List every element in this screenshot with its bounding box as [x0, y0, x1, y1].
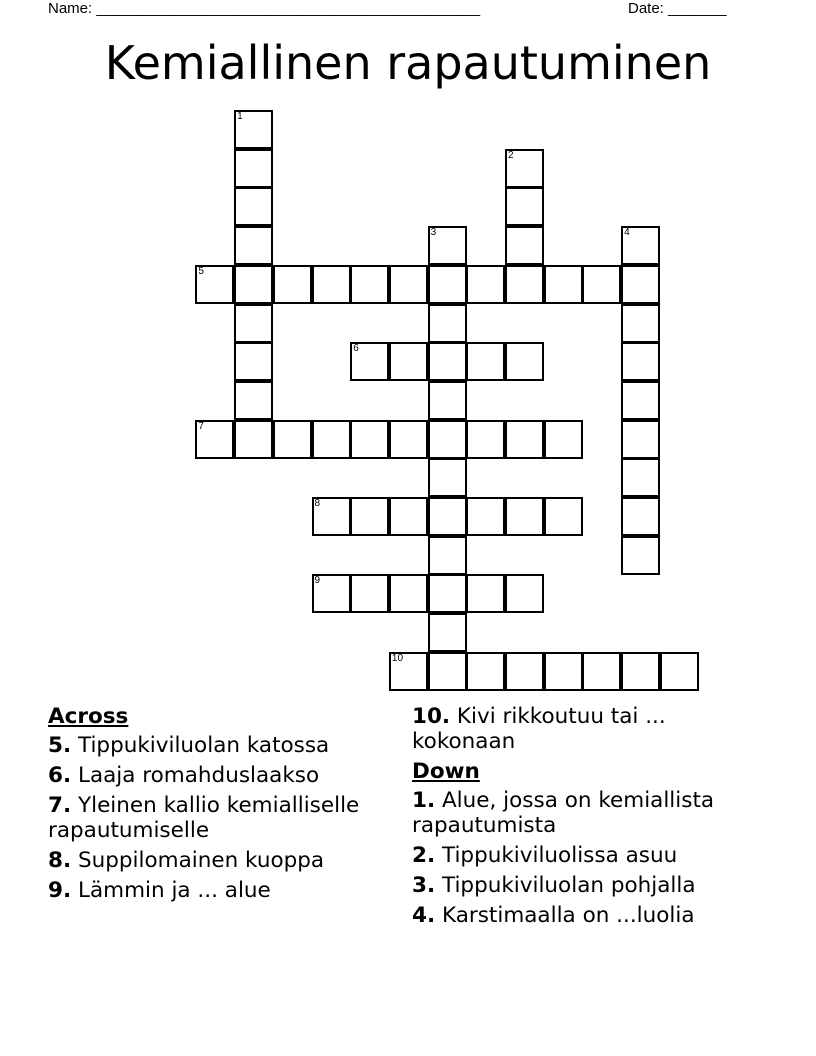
across-clue-7 — [48, 793, 398, 843]
across-heading: Across — [48, 704, 129, 729]
crossword-cell[interactable] — [428, 420, 467, 459]
crossword-cell[interactable] — [234, 149, 273, 188]
crossword-cell[interactable] — [505, 226, 544, 265]
crossword-cell[interactable] — [621, 458, 660, 497]
crossword-cell[interactable] — [312, 497, 351, 536]
crossword-cell[interactable] — [195, 420, 234, 459]
crossword-cell[interactable] — [466, 342, 505, 381]
crossword-cell[interactable] — [312, 420, 351, 459]
down-clue-2 — [412, 843, 772, 868]
crossword-cell[interactable] — [389, 574, 428, 613]
crossword-cell[interactable] — [621, 304, 660, 343]
crossword-cell[interactable] — [428, 342, 467, 381]
crossword-cell[interactable] — [428, 226, 467, 265]
clue-number: 3. — [412, 873, 436, 898]
clue-text: Kivi rikkoutuu tai ... kokonaan — [412, 704, 666, 754]
crossword-cell[interactable] — [466, 574, 505, 613]
clue-number-label: 4 — [624, 227, 630, 239]
name-field-label: Name: ______________________________________________ — [48, 0, 481, 17]
crossword-cell[interactable] — [621, 536, 660, 575]
crossword-cell[interactable] — [544, 497, 583, 536]
crossword-cell[interactable] — [582, 265, 621, 304]
crossword-cell[interactable] — [428, 652, 467, 691]
crossword-cell[interactable] — [428, 613, 467, 652]
across-clue-8 — [48, 848, 398, 873]
down-heading: Down — [412, 759, 480, 784]
crossword-cell[interactable] — [389, 497, 428, 536]
clue-number-label: 10 — [391, 652, 404, 664]
crossword-cell[interactable] — [234, 304, 273, 343]
date-field-label: Date: _______ — [628, 0, 727, 17]
crossword-cell[interactable] — [466, 497, 505, 536]
down-clue-3 — [412, 873, 772, 898]
crossword-cell[interactable] — [428, 458, 467, 497]
crossword-cell[interactable] — [621, 497, 660, 536]
down-clue-4 — [412, 903, 772, 928]
crossword-cell[interactable] — [505, 149, 544, 188]
crossword-cell[interactable] — [544, 265, 583, 304]
clue-number: 9. — [48, 878, 72, 903]
crossword-cell[interactable] — [466, 420, 505, 459]
crossword-cell[interactable] — [428, 304, 467, 343]
crossword-cell[interactable] — [621, 420, 660, 459]
clue-number: 7. — [48, 793, 72, 818]
crossword-cell[interactable] — [660, 652, 699, 691]
crossword-cell[interactable] — [505, 574, 544, 613]
crossword-cell[interactable] — [582, 652, 621, 691]
clue-number: 8. — [48, 848, 72, 873]
across-clue-9 — [48, 878, 398, 903]
crossword-cell[interactable] — [234, 342, 273, 381]
crossword-cell[interactable] — [621, 342, 660, 381]
clues-right-column — [412, 704, 772, 933]
crossword-cell[interactable] — [350, 497, 389, 536]
clue-number-label: 8 — [314, 498, 321, 509]
crossword-cell[interactable] — [505, 420, 544, 459]
crossword-cell[interactable] — [389, 265, 428, 304]
clue-number-label: 3 — [430, 227, 437, 239]
crossword-cell[interactable] — [428, 574, 467, 613]
crossword-cell[interactable] — [350, 342, 389, 381]
crossword-cell[interactable] — [234, 381, 273, 420]
crossword-cell[interactable] — [505, 652, 544, 691]
crossword-cell[interactable] — [389, 652, 428, 691]
clue-text: Suppilomainen kuoppa — [71, 848, 325, 873]
crossword-cell[interactable] — [466, 265, 505, 304]
crossword-cell[interactable] — [505, 497, 544, 536]
clue-number: 10. — [412, 704, 451, 729]
clue-number-label: 6 — [353, 343, 359, 355]
crossword-cell[interactable] — [234, 110, 273, 149]
page-title: Kemiallinen rapautuminen — [104, 36, 712, 90]
clue-text: Tippukiviluolissa asuu — [435, 843, 678, 868]
clue-number-label: 9 — [314, 575, 321, 587]
crossword-cell[interactable] — [273, 420, 312, 459]
crossword-cell[interactable] — [544, 652, 583, 691]
crossword-cell[interactable] — [505, 342, 544, 381]
clue-text: Lämmin ja ... alue — [71, 878, 271, 903]
down-clue-1 — [412, 788, 772, 838]
across-clue-5 — [48, 733, 398, 758]
clue-text: Yleinen kallio kemialliselle rapautumiselle — [48, 793, 360, 843]
clue-number-label: 2 — [508, 149, 514, 161]
clue-text: Tippukiviluolan katossa — [71, 733, 330, 758]
clue-text: Alue, jossa on kemiallista rapautumista — [412, 788, 715, 838]
crossword-cell[interactable] — [428, 536, 467, 575]
crossword-cell[interactable] — [350, 420, 389, 459]
clue-text: Karstimaalla on ...luolia — [435, 903, 695, 928]
crossword-cell[interactable] — [621, 265, 660, 304]
clue-number-label: 5 — [198, 265, 204, 277]
crossword-cell[interactable] — [273, 265, 312, 304]
clue-number-label: 7 — [198, 420, 204, 432]
crossword-cell[interactable] — [389, 420, 428, 459]
clue-text: Tippukiviluolan pohjalla — [435, 873, 696, 898]
crossword-cell[interactable] — [621, 381, 660, 420]
crossword-cell[interactable] — [428, 497, 467, 536]
across-clue-10 — [412, 704, 772, 754]
crossword-cell[interactable] — [234, 420, 273, 459]
crossword-cell[interactable] — [312, 574, 351, 613]
clue-number: 6. — [48, 763, 72, 788]
crossword-cell[interactable] — [544, 420, 583, 459]
clue-number: 5. — [48, 733, 72, 758]
crossword-cell[interactable] — [621, 226, 660, 265]
crossword-cell[interactable] — [505, 187, 544, 226]
across-clue-6 — [48, 763, 398, 788]
crossword-cell[interactable] — [234, 226, 273, 265]
clues-left-column — [48, 704, 398, 908]
clue-number-label: 1 — [237, 111, 243, 122]
clue-text: Laaja romahduslaakso — [71, 763, 320, 788]
crossword-cell[interactable] — [428, 381, 467, 420]
crossword-cell[interactable] — [350, 265, 389, 304]
crossword-cell[interactable] — [428, 265, 467, 304]
crossword-cell[interactable] — [621, 652, 660, 691]
crossword-cell[interactable] — [234, 265, 273, 304]
clue-number: 4. — [412, 903, 436, 928]
crossword-cell[interactable] — [312, 265, 351, 304]
crossword-cell[interactable] — [350, 574, 389, 613]
crossword-cell[interactable] — [195, 265, 234, 304]
crossword-cell[interactable] — [466, 652, 505, 691]
clue-number: 1. — [412, 788, 436, 813]
crossword-cell[interactable] — [505, 265, 544, 304]
clue-number: 2. — [412, 843, 436, 868]
crossword-cell[interactable] — [389, 342, 428, 381]
crossword-cell[interactable] — [234, 187, 273, 226]
